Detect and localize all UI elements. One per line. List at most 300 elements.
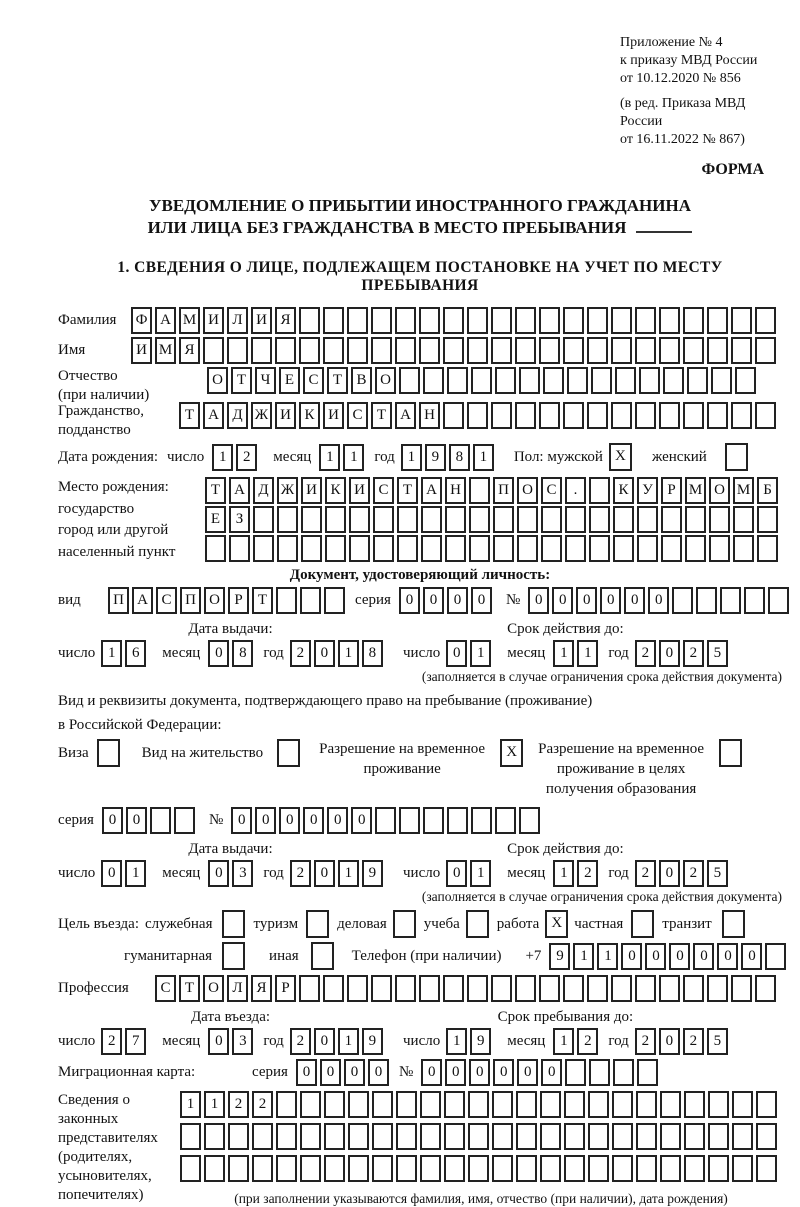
patronymic-cell[interactable] — [615, 367, 636, 394]
birth-place-cell[interactable] — [253, 506, 274, 533]
profession-cell[interactable] — [755, 975, 776, 1002]
identity-kind-cell[interactable]: О — [204, 587, 225, 614]
representative-cell[interactable] — [660, 1123, 681, 1150]
profession-cell[interactable]: О — [203, 975, 224, 1002]
birth-place-cell[interactable] — [469, 477, 490, 504]
representative-cell[interactable] — [444, 1155, 465, 1182]
representative-cell[interactable] — [228, 1123, 249, 1150]
identity-number-cell[interactable] — [696, 587, 717, 614]
birth-place-cell[interactable] — [205, 535, 226, 562]
identity-issue-day-cell[interactable]: 1 — [101, 640, 122, 667]
given-name-cell[interactable] — [227, 337, 248, 364]
citizenship-cell[interactable] — [443, 402, 464, 429]
residence-number-cell[interactable] — [471, 807, 492, 834]
identity-expiry-year-cell[interactable]: 2 — [635, 640, 656, 667]
birth-place-cell[interactable] — [589, 535, 610, 562]
identity-issue-year-cell[interactable]: 0 — [314, 640, 335, 667]
birth-place-cell[interactable] — [637, 506, 658, 533]
given-name-cell[interactable] — [323, 337, 344, 364]
purpose-checkbox-cell[interactable] — [722, 910, 745, 938]
birth-place-cell[interactable] — [469, 535, 490, 562]
residence-number-cell[interactable]: 0 — [279, 807, 300, 834]
migration-number-cell[interactable]: 0 — [445, 1059, 466, 1086]
representative-cell[interactable] — [348, 1123, 369, 1150]
given-name-cell[interactable] — [611, 337, 632, 364]
birth-place-cell[interactable]: Н — [445, 477, 466, 504]
representative-cell[interactable] — [276, 1155, 297, 1182]
given-name-cell[interactable] — [395, 337, 416, 364]
representative-cell[interactable] — [732, 1155, 753, 1182]
representative-cell[interactable] — [396, 1155, 417, 1182]
temp-residence-checkbox-cell[interactable]: X — [500, 739, 523, 767]
residence-expiry-year-cell[interactable]: 2 — [635, 860, 656, 887]
identity-series-cell[interactable]: 0 — [399, 587, 420, 614]
residence-series-cell[interactable] — [174, 807, 195, 834]
identity-kind-cell[interactable]: С — [156, 587, 177, 614]
birth-place-cell[interactable] — [685, 535, 706, 562]
representative-cell[interactable] — [420, 1091, 441, 1118]
patronymic-cell[interactable]: Е — [279, 367, 300, 394]
representative-cell[interactable] — [684, 1155, 705, 1182]
representative-cell[interactable] — [396, 1123, 417, 1150]
birth-place-cell[interactable] — [349, 506, 370, 533]
birth-place-cell[interactable] — [757, 506, 778, 533]
profession-cell[interactable] — [395, 975, 416, 1002]
patronymic-cell[interactable] — [447, 367, 468, 394]
purpose-checkbox-cell[interactable] — [222, 942, 245, 970]
birth-place-cell[interactable]: . — [565, 477, 586, 504]
surname-cell[interactable] — [299, 307, 320, 334]
profession-cell[interactable] — [683, 975, 704, 1002]
identity-number-cell[interactable]: 0 — [528, 587, 549, 614]
purpose-checkbox-cell[interactable]: X — [545, 910, 568, 938]
residence-expiry-year-cell[interactable]: 0 — [659, 860, 680, 887]
birth-place-cell[interactable] — [733, 535, 754, 562]
representative-cell[interactable] — [444, 1091, 465, 1118]
representative-cell[interactable] — [252, 1123, 273, 1150]
profession-cell[interactable] — [611, 975, 632, 1002]
identity-kind-cell[interactable]: П — [180, 587, 201, 614]
patronymic-cell[interactable]: В — [351, 367, 372, 394]
birth-place-cell[interactable]: П — [493, 477, 514, 504]
representative-cell[interactable] — [324, 1155, 345, 1182]
residence-issue-month-cell[interactable]: 0 — [208, 860, 229, 887]
representative-cell[interactable] — [612, 1155, 633, 1182]
birth-place-cell[interactable] — [253, 535, 274, 562]
residence-permit-checkbox-cell[interactable] — [277, 739, 300, 767]
birth-place-cell[interactable] — [589, 506, 610, 533]
purpose-checkbox-cell[interactable] — [466, 910, 489, 938]
birth-place-cell[interactable] — [613, 535, 634, 562]
citizenship-cell[interactable] — [707, 402, 728, 429]
birth-place-cell[interactable] — [445, 506, 466, 533]
residence-number-cell[interactable] — [375, 807, 396, 834]
residence-series-cell[interactable]: 0 — [126, 807, 147, 834]
surname-cell[interactable] — [755, 307, 776, 334]
patronymic-cell[interactable] — [735, 367, 756, 394]
residence-issue-month-cell[interactable]: 3 — [232, 860, 253, 887]
migration-number-cell[interactable]: 0 — [421, 1059, 442, 1086]
phone-cell[interactable]: 0 — [645, 943, 666, 970]
profession-cell[interactable]: С — [155, 975, 176, 1002]
identity-number-cell[interactable]: 0 — [648, 587, 669, 614]
visa-checkbox-cell[interactable] — [97, 739, 120, 767]
identity-number-cell[interactable] — [744, 587, 765, 614]
representative-cell[interactable] — [396, 1091, 417, 1118]
migration-series-cell[interactable]: 0 — [296, 1059, 317, 1086]
birth-place-cell[interactable] — [565, 535, 586, 562]
birth-place-cell[interactable] — [613, 506, 634, 533]
residence-number-cell[interactable]: 0 — [351, 807, 372, 834]
given-name-cell[interactable] — [443, 337, 464, 364]
birth-year-cell[interactable]: 9 — [425, 444, 446, 471]
surname-cell[interactable] — [347, 307, 368, 334]
residence-issue-year-cell[interactable]: 2 — [290, 860, 311, 887]
representative-cell[interactable]: 2 — [252, 1091, 273, 1118]
birth-place-cell[interactable] — [493, 535, 514, 562]
representative-cell[interactable] — [324, 1123, 345, 1150]
citizenship-cell[interactable]: А — [203, 402, 224, 429]
representative-cell[interactable] — [756, 1123, 777, 1150]
birth-place-cell[interactable] — [685, 506, 706, 533]
given-name-cell[interactable] — [251, 337, 272, 364]
representative-cell[interactable] — [492, 1123, 513, 1150]
residence-number-cell[interactable] — [447, 807, 468, 834]
birth-place-cell[interactable] — [277, 535, 298, 562]
given-name-cell[interactable] — [299, 337, 320, 364]
birth-place-cell[interactable]: Ж — [277, 477, 298, 504]
purpose-checkbox-cell[interactable] — [631, 910, 654, 938]
identity-issue-month-cell[interactable]: 8 — [232, 640, 253, 667]
birth-place-cell[interactable]: Е — [205, 506, 226, 533]
profession-cell[interactable] — [731, 975, 752, 1002]
representative-cell[interactable] — [660, 1091, 681, 1118]
surname-cell[interactable]: Я — [275, 307, 296, 334]
patronymic-cell[interactable] — [423, 367, 444, 394]
phone-cell[interactable]: 1 — [597, 943, 618, 970]
representative-cell[interactable] — [180, 1123, 201, 1150]
surname-cell[interactable] — [659, 307, 680, 334]
representative-cell[interactable] — [276, 1091, 297, 1118]
patronymic-cell[interactable] — [591, 367, 612, 394]
birth-place-cell[interactable] — [373, 535, 394, 562]
migration-number-cell[interactable] — [613, 1059, 634, 1086]
birth-place-cell[interactable] — [373, 506, 394, 533]
birth-place-cell[interactable]: Б — [757, 477, 778, 504]
identity-expiry-day-cell[interactable]: 1 — [470, 640, 491, 667]
identity-expiry-year-cell[interactable]: 5 — [707, 640, 728, 667]
birth-place-cell[interactable] — [589, 477, 610, 504]
purpose-checkbox-cell[interactable] — [393, 910, 416, 938]
citizenship-cell[interactable]: А — [395, 402, 416, 429]
birth-place-cell[interactable]: И — [301, 477, 322, 504]
birth-place-cell[interactable] — [421, 506, 442, 533]
birth-place-cell[interactable] — [397, 535, 418, 562]
surname-cell[interactable]: А — [155, 307, 176, 334]
profession-cell[interactable] — [371, 975, 392, 1002]
birth-place-cell[interactable] — [277, 506, 298, 533]
residence-number-cell[interactable]: 0 — [303, 807, 324, 834]
birth-place-cell[interactable] — [397, 506, 418, 533]
identity-number-cell[interactable]: 0 — [600, 587, 621, 614]
birth-place-cell[interactable]: Т — [397, 477, 418, 504]
birth-place-cell[interactable] — [349, 535, 370, 562]
birth-place-cell[interactable]: И — [349, 477, 370, 504]
birth-place-cell[interactable] — [565, 506, 586, 533]
representative-cell[interactable] — [324, 1091, 345, 1118]
birth-month-cell[interactable]: 1 — [319, 444, 340, 471]
surname-cell[interactable]: И — [251, 307, 272, 334]
surname-cell[interactable]: Ф — [131, 307, 152, 334]
identity-expiry-year-cell[interactable]: 2 — [683, 640, 704, 667]
birth-year-cell[interactable]: 1 — [401, 444, 422, 471]
profession-cell[interactable] — [539, 975, 560, 1002]
birth-place-cell[interactable] — [517, 506, 538, 533]
identity-kind-cell[interactable]: Т — [252, 587, 273, 614]
birth-place-cell[interactable]: К — [325, 477, 346, 504]
representative-cell[interactable] — [516, 1123, 537, 1150]
birth-place-cell[interactable]: У — [637, 477, 658, 504]
residence-expiry-day-cell[interactable]: 0 — [446, 860, 467, 887]
representative-cell[interactable] — [204, 1123, 225, 1150]
representative-cell[interactable] — [348, 1155, 369, 1182]
residence-number-cell[interactable] — [423, 807, 444, 834]
migration-series-cell[interactable]: 0 — [320, 1059, 341, 1086]
profession-cell[interactable]: Я — [251, 975, 272, 1002]
representative-cell[interactable] — [660, 1155, 681, 1182]
identity-issue-year-cell[interactable]: 1 — [338, 640, 359, 667]
birth-place-cell[interactable] — [709, 535, 730, 562]
representative-cell[interactable] — [228, 1155, 249, 1182]
residence-issue-year-cell[interactable]: 0 — [314, 860, 335, 887]
patronymic-cell[interactable]: О — [207, 367, 228, 394]
phone-cell[interactable]: 0 — [669, 943, 690, 970]
entry-day-cell[interactable]: 7 — [125, 1028, 146, 1055]
representative-cell[interactable] — [732, 1091, 753, 1118]
patronymic-cell[interactable]: О — [375, 367, 396, 394]
residence-series-cell[interactable]: 0 — [102, 807, 123, 834]
patronymic-cell[interactable] — [639, 367, 660, 394]
entry-month-cell[interactable]: 0 — [208, 1028, 229, 1055]
residence-number-cell[interactable]: 0 — [231, 807, 252, 834]
representative-cell[interactable] — [636, 1091, 657, 1118]
profession-cell[interactable] — [659, 975, 680, 1002]
profession-cell[interactable] — [707, 975, 728, 1002]
representative-cell[interactable] — [372, 1123, 393, 1150]
residence-number-cell[interactable] — [519, 807, 540, 834]
representative-cell[interactable] — [420, 1123, 441, 1150]
stay-year-cell[interactable]: 2 — [635, 1028, 656, 1055]
representative-cell[interactable] — [180, 1155, 201, 1182]
given-name-cell[interactable] — [563, 337, 584, 364]
birth-place-cell[interactable] — [757, 535, 778, 562]
birth-place-cell[interactable] — [493, 506, 514, 533]
residence-expiry-year-cell[interactable]: 2 — [683, 860, 704, 887]
surname-cell[interactable] — [467, 307, 488, 334]
patronymic-cell[interactable] — [711, 367, 732, 394]
identity-issue-year-cell[interactable]: 8 — [362, 640, 383, 667]
stay-month-cell[interactable]: 2 — [577, 1028, 598, 1055]
phone-cell[interactable]: 0 — [693, 943, 714, 970]
patronymic-cell[interactable]: С — [303, 367, 324, 394]
migration-number-cell[interactable]: 0 — [517, 1059, 538, 1086]
surname-cell[interactable] — [443, 307, 464, 334]
residence-expiry-month-cell[interactable]: 2 — [577, 860, 598, 887]
phone-cell[interactable]: 0 — [717, 943, 738, 970]
identity-number-cell[interactable]: 0 — [552, 587, 573, 614]
residence-number-cell[interactable]: 0 — [327, 807, 348, 834]
residence-expiry-year-cell[interactable]: 5 — [707, 860, 728, 887]
citizenship-cell[interactable]: Т — [179, 402, 200, 429]
birth-place-cell[interactable]: Д — [253, 477, 274, 504]
given-name-cell[interactable] — [659, 337, 680, 364]
citizenship-cell[interactable]: И — [275, 402, 296, 429]
identity-number-cell[interactable]: 0 — [624, 587, 645, 614]
identity-issue-month-cell[interactable]: 0 — [208, 640, 229, 667]
given-name-cell[interactable] — [515, 337, 536, 364]
residence-number-cell[interactable]: 0 — [255, 807, 276, 834]
profession-cell[interactable] — [491, 975, 512, 1002]
identity-number-cell[interactable]: 0 — [576, 587, 597, 614]
representative-cell[interactable]: 1 — [204, 1091, 225, 1118]
patronymic-cell[interactable] — [543, 367, 564, 394]
identity-kind-cell[interactable] — [324, 587, 345, 614]
surname-cell[interactable] — [323, 307, 344, 334]
place-blank-underline[interactable] — [636, 217, 692, 233]
given-name-cell[interactable] — [491, 337, 512, 364]
given-name-cell[interactable] — [731, 337, 752, 364]
representative-cell[interactable] — [612, 1091, 633, 1118]
phone-cell[interactable]: 1 — [573, 943, 594, 970]
surname-cell[interactable] — [683, 307, 704, 334]
profession-cell[interactable]: Т — [179, 975, 200, 1002]
birth-place-cell[interactable] — [517, 535, 538, 562]
birth-place-cell[interactable] — [469, 506, 490, 533]
residence-issue-day-cell[interactable]: 0 — [101, 860, 122, 887]
representative-cell[interactable] — [588, 1155, 609, 1182]
migration-series-cell[interactable]: 0 — [344, 1059, 365, 1086]
identity-issue-year-cell[interactable]: 2 — [290, 640, 311, 667]
phone-cell[interactable] — [765, 943, 786, 970]
phone-cell[interactable]: 9 — [549, 943, 570, 970]
given-name-cell[interactable] — [707, 337, 728, 364]
entry-year-cell[interactable]: 2 — [290, 1028, 311, 1055]
identity-kind-cell[interactable]: А — [132, 587, 153, 614]
given-name-cell[interactable] — [635, 337, 656, 364]
profession-cell[interactable] — [563, 975, 584, 1002]
residence-issue-year-cell[interactable]: 9 — [362, 860, 383, 887]
surname-cell[interactable] — [515, 307, 536, 334]
citizenship-cell[interactable] — [731, 402, 752, 429]
birth-place-cell[interactable]: С — [373, 477, 394, 504]
given-name-cell[interactable] — [347, 337, 368, 364]
citizenship-cell[interactable] — [659, 402, 680, 429]
representative-cell[interactable] — [540, 1091, 561, 1118]
citizenship-cell[interactable] — [683, 402, 704, 429]
profession-cell[interactable] — [347, 975, 368, 1002]
profession-cell[interactable] — [635, 975, 656, 1002]
given-name-cell[interactable] — [755, 337, 776, 364]
identity-kind-cell[interactable]: П — [108, 587, 129, 614]
patronymic-cell[interactable] — [495, 367, 516, 394]
surname-cell[interactable] — [635, 307, 656, 334]
stay-year-cell[interactable]: 5 — [707, 1028, 728, 1055]
identity-series-cell[interactable]: 0 — [423, 587, 444, 614]
citizenship-cell[interactable] — [587, 402, 608, 429]
birth-place-cell[interactable] — [301, 535, 322, 562]
birth-place-cell[interactable] — [661, 535, 682, 562]
surname-cell[interactable] — [395, 307, 416, 334]
stay-year-cell[interactable]: 0 — [659, 1028, 680, 1055]
identity-kind-cell[interactable]: Р — [228, 587, 249, 614]
purpose-checkbox-cell[interactable] — [222, 910, 245, 938]
representative-cell[interactable] — [492, 1091, 513, 1118]
citizenship-cell[interactable]: Д — [227, 402, 248, 429]
migration-number-cell[interactable] — [565, 1059, 586, 1086]
profession-cell[interactable] — [419, 975, 440, 1002]
birth-place-cell[interactable]: М — [733, 477, 754, 504]
birth-place-cell[interactable]: О — [709, 477, 730, 504]
birth-place-cell[interactable]: З — [229, 506, 250, 533]
birth-place-cell[interactable]: К — [613, 477, 634, 504]
representative-cell[interactable] — [540, 1155, 561, 1182]
stay-day-cell[interactable]: 1 — [446, 1028, 467, 1055]
surname-cell[interactable] — [611, 307, 632, 334]
representative-cell[interactable] — [588, 1091, 609, 1118]
representative-cell[interactable] — [564, 1091, 585, 1118]
patronymic-cell[interactable] — [663, 367, 684, 394]
representative-cell[interactable] — [516, 1155, 537, 1182]
birth-place-cell[interactable]: А — [229, 477, 250, 504]
citizenship-cell[interactable]: К — [299, 402, 320, 429]
entry-day-cell[interactable]: 2 — [101, 1028, 122, 1055]
residence-series-cell[interactable] — [150, 807, 171, 834]
surname-cell[interactable] — [707, 307, 728, 334]
representative-cell[interactable] — [444, 1123, 465, 1150]
surname-cell[interactable]: И — [203, 307, 224, 334]
identity-number-cell[interactable] — [768, 587, 789, 614]
birth-place-cell[interactable] — [541, 535, 562, 562]
entry-year-cell[interactable]: 1 — [338, 1028, 359, 1055]
migration-series-cell[interactable]: 0 — [368, 1059, 389, 1086]
identity-kind-cell[interactable] — [276, 587, 297, 614]
surname-cell[interactable] — [731, 307, 752, 334]
surname-cell[interactable] — [563, 307, 584, 334]
profession-cell[interactable] — [323, 975, 344, 1002]
migration-number-cell[interactable]: 0 — [541, 1059, 562, 1086]
citizenship-cell[interactable] — [611, 402, 632, 429]
stay-day-cell[interactable]: 9 — [470, 1028, 491, 1055]
purpose-checkbox-cell[interactable] — [311, 942, 334, 970]
birth-place-cell[interactable]: Р — [661, 477, 682, 504]
representative-cell[interactable] — [372, 1091, 393, 1118]
birth-place-cell[interactable] — [301, 506, 322, 533]
representative-cell[interactable] — [732, 1123, 753, 1150]
birth-place-cell[interactable] — [733, 506, 754, 533]
identity-number-cell[interactable] — [672, 587, 693, 614]
representative-cell[interactable] — [300, 1091, 321, 1118]
surname-cell[interactable] — [587, 307, 608, 334]
representative-cell[interactable] — [348, 1091, 369, 1118]
representative-cell[interactable] — [468, 1155, 489, 1182]
given-name-cell[interactable] — [203, 337, 224, 364]
citizenship-cell[interactable] — [539, 402, 560, 429]
surname-cell[interactable] — [539, 307, 560, 334]
given-name-cell[interactable] — [371, 337, 392, 364]
birth-place-cell[interactable]: Т — [205, 477, 226, 504]
profession-cell[interactable]: Р — [275, 975, 296, 1002]
purpose-checkbox-cell[interactable] — [306, 910, 329, 938]
